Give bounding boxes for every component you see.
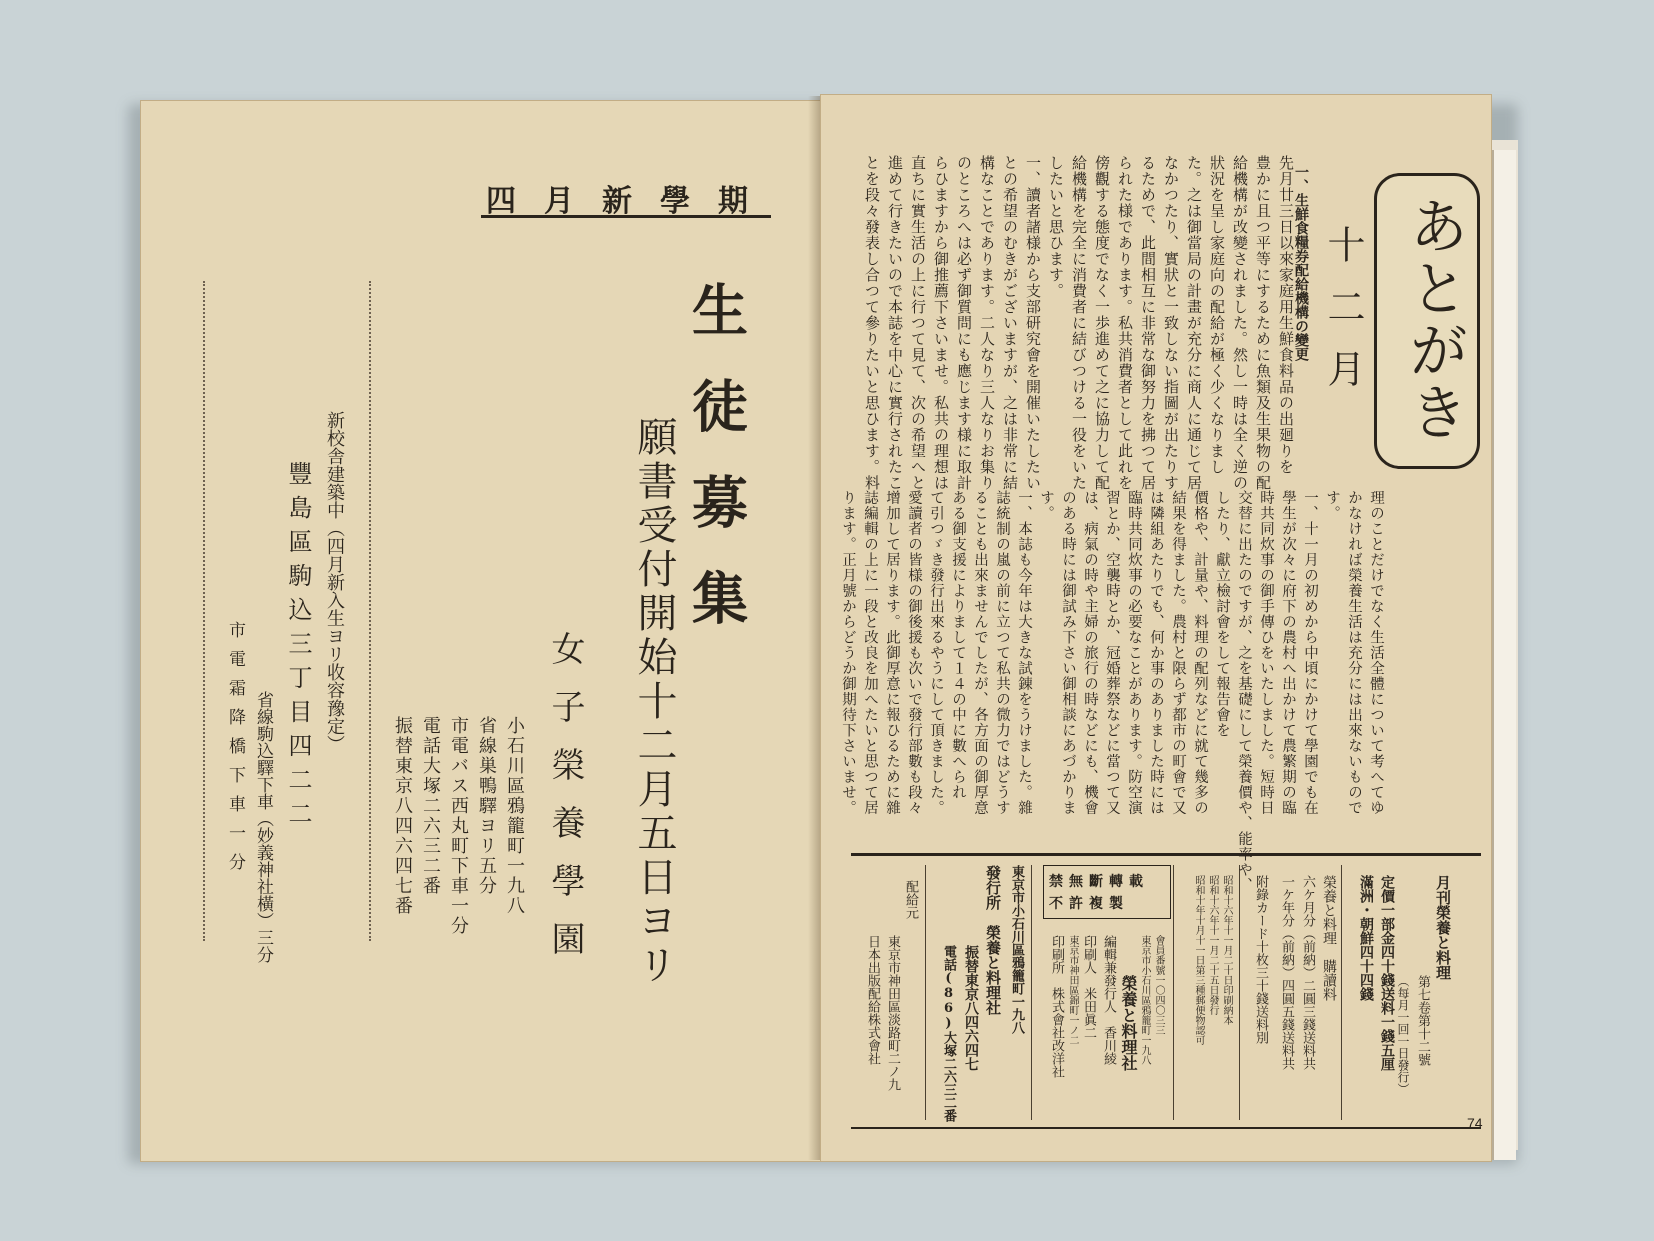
body-column: とを段々發表し合つて參りたいと思ひます。料 — [863, 155, 881, 491]
body-column: 給機構が改變されました。然し一時は全く逆の — [1231, 155, 1249, 491]
colophon-divider — [1173, 865, 1174, 1120]
body-column: 狀況を呈し家庭向の配給が極く少くなりまし — [1208, 155, 1226, 475]
body-column: 給機構を完全に消費者に結びつける一役をいた — [1070, 155, 1088, 491]
body-column: るためで、此間相互に非常な御努力を拂つて居 — [1139, 155, 1157, 491]
left-page — [140, 100, 822, 1162]
editor-company: 榮養と料理社 — [1119, 975, 1138, 1071]
colophon-divider — [1239, 865, 1240, 1120]
body-column: 理のことだけでなく生活全體について考へてゆ — [1368, 490, 1384, 816]
body-column: 誌編輯の上に一段と改良を加へたいと思つて居 — [862, 490, 878, 816]
dotted-frame-left — [203, 281, 205, 941]
body-column: らひますから御推薦下さいませ。私共の理想は — [932, 155, 950, 491]
body-column: 先月廿三日以來家庭用生鮮食料品の出廻りを — [1277, 155, 1295, 475]
body-column: 構なことであります。二人なり三人なりお集り — [978, 155, 996, 491]
body-column: は隣組あたりでも、何か事のありました時には — [1148, 490, 1164, 816]
colophon-divider — [1031, 865, 1032, 1120]
new-campus-access: 市電霜降橋下車一分 — [225, 621, 245, 882]
address-line: 電話大塚二六三二番 — [420, 716, 441, 896]
body-column: 誌統制の嵐の前に立つて私共の微力ではどうす — [994, 490, 1010, 816]
colophon-price: 定價一部金四十錢送料一錢五厘 — [1379, 875, 1395, 1071]
editor-address: 東京市小石川區鴉籠町一九八 — [1139, 935, 1150, 1065]
address-line: 振替東京八四六四七番 — [392, 716, 413, 916]
body-column: て引つゞき發行出來るやうにして頂きました。 — [928, 490, 944, 816]
dotted-frame-right — [369, 281, 371, 941]
publisher-name: 發行所 榮養と料理社 — [984, 865, 1002, 1015]
publisher-address: 東京市小石川區鴉籠町一九八 — [1009, 865, 1024, 1034]
colophon-top-rule — [851, 853, 1481, 856]
right-page — [820, 94, 1492, 1162]
application-date: 願書受付開始十二月五日ヨリ — [631, 416, 677, 988]
one-year-price: 一ケ年分（前納）四圓五錢送料共 — [1279, 875, 1294, 1070]
body-column: 豊かに且つ平等にするために魚類及生果物の配 — [1254, 155, 1272, 491]
colophon-bottom-rule — [851, 1127, 1481, 1129]
body-column: したり、獻立檢討會をして報告會を — [1214, 490, 1230, 738]
body-column: ある御支援によりまして１４の中に數へられ — [950, 490, 966, 800]
body-column: す。 — [1324, 490, 1340, 521]
issue-date: 昭和十六年十一月二十五日發行 — [1207, 875, 1218, 1015]
body-column: 習とか、空襲時とか、冠婚葬祭などに當つて又 — [1104, 490, 1120, 816]
month-heading: 十二月 — [1321, 225, 1365, 411]
body-column: かなければ榮養生活は充分には出來ないもので — [1346, 490, 1362, 816]
colophon-manchuria: 滿洲・朝鮮四十四錢 — [1358, 875, 1374, 1001]
distributor-address: 東京市神田區淡路町二ノ九 — [885, 935, 900, 1091]
new-campus-access: 省線駒込驛下車（妙義神社橫）三分 — [253, 691, 273, 963]
print-date: 昭和十六年十一月二十日印刷納本 — [1221, 875, 1232, 1025]
new-campus-address: 豐島區駒込三丁目四二二 — [284, 461, 312, 835]
body-column: ります。正月號からどうか御期待下さいませ。 — [840, 490, 856, 816]
body-column: 直ちに實生活の上に行つて見て、次の希望へと — [909, 155, 927, 491]
body-column: 交替に出たのですが、之を基礎にして榮養價や、能率や、 — [1236, 490, 1252, 893]
page-number: 74 — [1467, 1115, 1483, 1131]
page-title: 生徒募集 — [683, 281, 749, 665]
supplement-price: 附錄カード十枚三十錢送料別 — [1253, 875, 1268, 1044]
body-column: 價格や、計量や、料理の配列などに就て幾多の — [1192, 490, 1208, 816]
page-edges-inner — [1492, 150, 1516, 1160]
member-number: 會員番號一〇四〇三三 — [1153, 935, 1164, 1035]
body-column: 一、讀者諸様から支部研究會を開催いたしたい — [1024, 155, 1042, 491]
colophon-freq: （每月一回一日發行） — [1396, 975, 1410, 1095]
printer-name: 印刷人 米田眞二 — [1081, 935, 1096, 1039]
heading-kana: あとがき — [1399, 195, 1469, 443]
section-title: 一、生鮮食糧券配給機構の變更 — [1293, 165, 1309, 361]
body-column: なかつたり、實狀と一致しない指圖が出たりす — [1162, 155, 1180, 491]
new-campus-note: 新校舎建築中（四月新入生ヨリ收容豫定） — [324, 411, 345, 753]
body-column: す。 — [1038, 490, 1054, 521]
body-column: のある時には御試み下さい御相談にあづかりま — [1060, 490, 1076, 816]
body-column: との希望のむきがございますが、之は非常に結 — [1001, 155, 1019, 491]
printer-address: 東京市神田區錦町一ノ二 — [1067, 935, 1078, 1045]
body-column: ることも出來ませんでしたが、各方面の御厚意 — [972, 490, 988, 816]
colophon-magazine: 月刊榮養と料理 — [1434, 875, 1452, 980]
body-column: 時共同炊事の御手傳ひをいたしました。短時日 — [1258, 490, 1274, 816]
editor-name: 編輯兼發行人 香川綾 — [1101, 935, 1116, 1065]
body-column: 結果を得ました。農村と限らず都市の町會で又 — [1170, 490, 1186, 816]
body-column: た。之は御當局の計畫が充分に商人に通じて居 — [1185, 155, 1203, 491]
notice-line: 不許複製 — [1049, 896, 1129, 912]
publisher-tel: 電話(86)大塚二六三二番 — [941, 945, 956, 1122]
colophon-divider — [1341, 865, 1342, 1120]
six-month-price: 六ケ月分（前納）二圓三錢送料共 — [1300, 875, 1315, 1070]
colophon-vol: 第七卷第十二號 — [1415, 975, 1430, 1066]
notice-line: 禁無斷轉載 — [1049, 874, 1149, 890]
body-column: のところへは必ず御質問にも應じます様に取計 — [955, 155, 973, 491]
publisher-furikae: 振替東京八四六四七 — [963, 945, 979, 1071]
body-column: 臨時共同炊事の必要なことがあります。防空演 — [1126, 490, 1142, 816]
body-column: 一、本誌も今年は大きな試錬をうけました。雜 — [1016, 490, 1032, 816]
body-column: 增加して居ります。此御厚意に報ひるために雜 — [884, 490, 900, 816]
print-company: 印刷所 株式會社改洋社 — [1049, 935, 1064, 1078]
body-column: は、病氣の時や主婦の旅行の時などにも、機會 — [1082, 490, 1098, 816]
body-column: 進めて行きたいので本誌を中心に實行されたこ — [886, 155, 904, 491]
postal-permit: 昭和十年十月十一日第三種郵便物認可 — [1193, 875, 1204, 1045]
colophon-divider — [925, 865, 926, 1120]
distributor-name: 日本出版配給株式會社 — [865, 935, 880, 1065]
banner-text: 四月新學期 — [486, 184, 776, 219]
body-column: したいと思ひます。 — [1047, 155, 1065, 299]
address-line: 省線巣鴨驛ヨリ五分 — [476, 716, 497, 896]
address-line: 市電バス西丸町下車一分 — [448, 716, 469, 936]
address-line: 小石川區鴉籠町一九八 — [504, 716, 525, 916]
body-column: られた様であります。私共消費者として此れを — [1116, 155, 1134, 491]
school-name: 女子榮養學園 — [545, 631, 585, 979]
body-column: 愛讀者の皆様の御後援も次いで發行部數も段々 — [906, 490, 922, 816]
body-column: 一、十一月の初めから中頃にかけて學園でも在 — [1302, 490, 1318, 816]
body-column: 學生が次々に府下の農村へ出かけて農繁期の臨 — [1280, 490, 1296, 816]
body-column: 傍觀する態度でなく一歩進めて之に協力して配 — [1093, 155, 1111, 491]
subscription-title: 榮養と料理 購讀料 — [1321, 875, 1337, 1001]
distributor-label: 配給元 — [903, 880, 918, 919]
